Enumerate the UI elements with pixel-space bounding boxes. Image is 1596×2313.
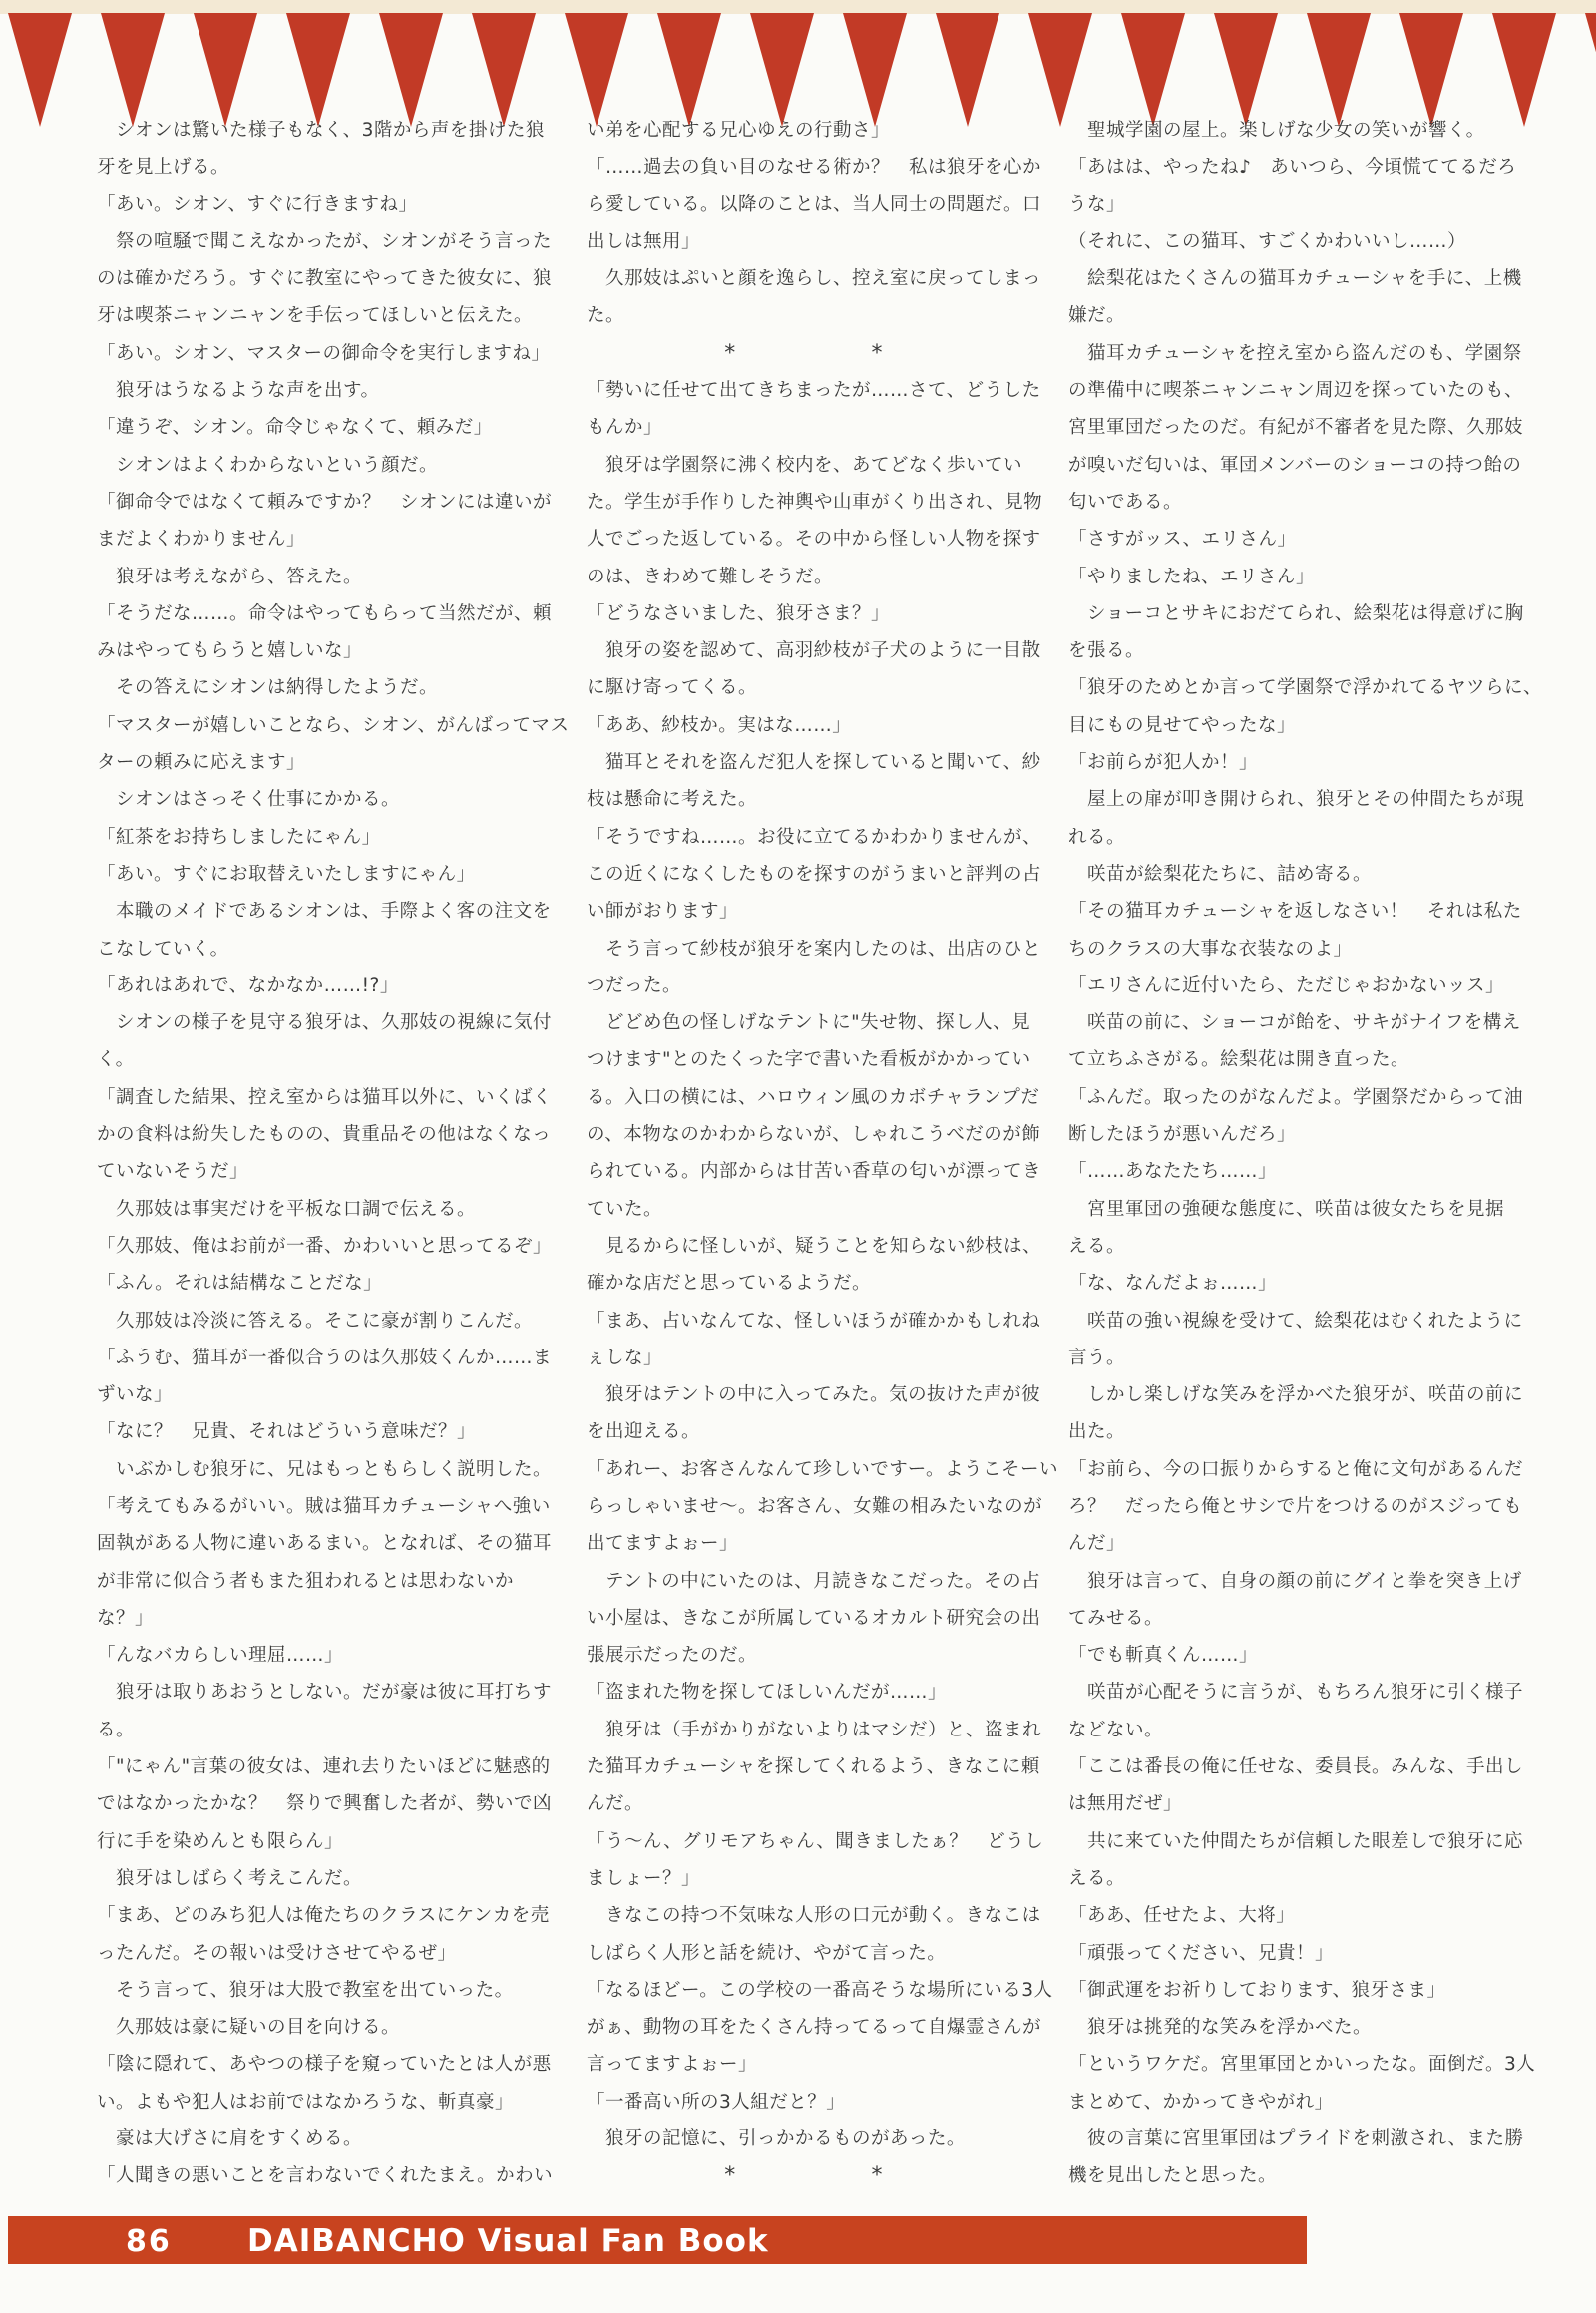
text-line: 狼牙の記憶に、引っかかるものがあった。 <box>587 2128 966 2150</box>
pennant-icon <box>101 13 165 127</box>
text-line: 「まあ、占いなんてな、怪しいほうが確かかもしれね <box>587 1310 1041 1332</box>
text-line: 「盗まれた物を探してほしいんだが……」 <box>587 1682 948 1704</box>
text-line: い師がおります」 <box>587 901 739 923</box>
text-line: 狼牙は取りあおうとしない。だが豪は彼に耳打ちす <box>97 1682 553 1704</box>
scene-separator <box>587 335 1031 372</box>
text-line: ろ？ だったら俺とサシで片をつけるのがスジっても <box>1068 1495 1523 1517</box>
text-line: 「違うぞ、シオン。命令じゃなくて、頼みだ」 <box>97 417 493 439</box>
text-line: 祭の喧騒で聞こえなかったが、シオンがそう言った <box>97 230 553 252</box>
text-line: 「ここは番長の俺に任せな、委員長。みんな、手出し <box>1068 1756 1524 1778</box>
text-line: 「ふうむ、猫耳が一番似合うのは久那妓くんか……ま <box>97 1347 553 1368</box>
text-line: 「あはは、やったね♪ あいつら、今頃慌ててるだろ <box>1068 157 1517 179</box>
text-line: シオンはさっそく仕事にかかる。 <box>97 789 401 811</box>
text-line: く。 <box>97 1049 135 1071</box>
asterisk-separator-glyph: * <box>724 2163 736 2189</box>
text-line: 猫耳とそれを盗んだ犯人を探していると聞いて、紗 <box>587 752 1041 774</box>
text-line: 人でごった返している。その中から怪しい人物を探す <box>587 529 1041 551</box>
text-column <box>1068 112 1543 2195</box>
text-line: ぇしな」 <box>587 1347 663 1368</box>
text-line: 「そうですね……。お役に立てるかわかりませんが、 <box>587 826 1042 848</box>
pennant-icon <box>1399 13 1463 127</box>
text-line: 「その猫耳カチューシャを返しなさい！ それは私た <box>1068 901 1522 923</box>
text-line: 狼牙は学園祭に沸く校内を、あてどなく歩いてい <box>587 454 1023 476</box>
text-line: シオンはよくわからないという顔だ。 <box>97 454 439 476</box>
text-line: シオンは驚いた様子もなく、3階から声を掛けた狼 <box>97 120 545 141</box>
text-line: 断したほうが悪いんだろ」 <box>1068 1124 1297 1146</box>
text-line: ずいな」 <box>97 1384 174 1406</box>
text-line: 狼牙は言って、自身の顔の前にグイと拳を突き上げ <box>1068 1570 1522 1592</box>
text-line: 「さすがッス、エリさん」 <box>1068 529 1297 551</box>
text-line: 「ふんだ。取ったのがなんだよ。学園祭だからって油 <box>1068 1086 1524 1108</box>
text-line: える。 <box>1068 1235 1126 1257</box>
text-line: える。 <box>1068 1867 1126 1889</box>
text-column <box>97 112 570 2195</box>
text-line: 「紅茶をお持ちしましたにゃん」 <box>97 826 381 848</box>
text-line: 行に手を染めんとも限らん」 <box>97 1830 344 1852</box>
text-line: こなしていく。 <box>97 938 229 960</box>
text-line: うな」 <box>1068 193 1126 215</box>
text-line: まだよくわかりません」 <box>97 529 306 551</box>
text-line: ターの頼みに応えます」 <box>97 752 306 774</box>
text-line: 「あい。シオン、すぐに行きますね」 <box>97 193 418 215</box>
text-line: 見るからに怪しいが、疑うことを知らない紗枝は、 <box>587 1235 1042 1257</box>
pennant-icon <box>843 13 907 127</box>
text-line: てみせる。 <box>1068 1607 1164 1629</box>
text-line: 「あれー、お客さんなんて珍しいですー。ようこそーい <box>587 1458 1058 1480</box>
text-line: いぶかしむ狼牙に、兄はもっともらしく説明した。 <box>97 1458 553 1480</box>
text-line: 狼牙は考えながら、答えた。 <box>97 566 363 587</box>
text-line: は無用だぜ」 <box>1068 1793 1183 1815</box>
pennant-icon <box>1585 13 1596 127</box>
text-line: い小屋は、きなこが所属しているオカルト研究会の出 <box>587 1607 1041 1629</box>
text-line: きなこの持つ不気味な人形の口元が動く。きなこは <box>587 1905 1041 1927</box>
text-line: 「あれはあれで、なかなか……!?」 <box>97 974 399 996</box>
page-number: 86 <box>126 2224 172 2259</box>
text-line: つけます"とのたくった字で書いた看板がかかってい <box>587 1049 1031 1071</box>
pennant-icon <box>1121 13 1185 127</box>
text-line: 「"にゃん"言葉の彼女は、連れ去りたいほどに魅惑的 <box>97 1756 551 1778</box>
text-line: （それに、この猫耳、すごくかわいいし……） <box>1068 230 1467 252</box>
text-line: 彼の言葉に宮里軍団はプライドを刺激され、また勝 <box>1068 2128 1524 2150</box>
text-line: 咲苗が絵梨花たちに、詰め寄る。 <box>1068 863 1373 885</box>
text-line: 出しは無用」 <box>587 230 701 252</box>
text-line: 久那妓は豪に疑いの目を向ける。 <box>97 2017 401 2039</box>
pennant-icon <box>657 13 721 127</box>
text-line: に駆け寄ってくる。 <box>587 677 758 699</box>
text-line: 共に来ていた仲間たちが信頼した眼差しで狼牙に応 <box>1068 1830 1524 1852</box>
book-title: DAIBANCHO Visual Fan Book <box>247 2223 769 2259</box>
text-line: 「一番高い所の3人組だと？」 <box>587 2091 846 2113</box>
footer-bar <box>8 2216 1307 2264</box>
text-line: 屋上の扉が叩き開けられ、狼牙とその仲間たちが現 <box>1068 789 1525 811</box>
text-line: ちのクラスの大事な衣装なのよ」 <box>1068 938 1353 960</box>
text-line: 「狼牙のためとか言って学園祭で浮かれてるヤツらに、 <box>1068 677 1543 699</box>
text-line: れる。 <box>1068 826 1126 848</box>
text-line: 久那妓は事実だけを平板な口調で伝える。 <box>97 1198 477 1220</box>
text-line: る。入口の横には、ハロウィン風のカボチャランプだ <box>587 1086 1040 1108</box>
asterisk-separator-glyph: * <box>724 340 736 366</box>
text-line: かの食料は紛失したものの、貴重品その他はなくなっ <box>97 1124 552 1146</box>
text-line: を張る。 <box>1068 640 1145 662</box>
text-line: 咲苗の強い視線を受けて、絵梨花はむくれたように <box>1068 1310 1523 1332</box>
text-line: 狼牙はうなるような声を出す。 <box>97 380 380 402</box>
text-line: 「なに？ 兄貴、それはどういう意味だ？」 <box>97 1421 477 1443</box>
text-line: 「……あなたたち……」 <box>1068 1161 1278 1183</box>
text-line: 「ふん。それは結構なことだな」 <box>97 1273 383 1295</box>
text-line: 「人聞きの悪いことを言わないでくれたまえ。かわい <box>97 2165 554 2187</box>
text-line: られている。内部からは甘苦い香草の匂いが漂ってき <box>587 1161 1042 1183</box>
text-column <box>587 112 1058 2195</box>
pennant-icon <box>1214 13 1278 127</box>
text-line: 「御命令ではなくて頼みですか？ シオンには違いが <box>97 491 553 513</box>
text-line: 機を見出したと思った。 <box>1068 2165 1278 2187</box>
scene-separator <box>587 2157 1031 2194</box>
text-line: 咲苗の前に、ショーコが飴を、サキがナイフを構え <box>1068 1012 1521 1034</box>
text-line: のは確かだろう。すぐに教室にやってきた彼女に、狼 <box>97 268 553 290</box>
text-line: ていた。 <box>587 1198 663 1220</box>
text-line: 牙を見上げる。 <box>97 157 230 179</box>
text-line: の、本物なのかわからないが、しゃれこうべだのが飾 <box>587 1124 1041 1146</box>
text-line: い。よもや犯人はお前ではなかろうな、斬真豪」 <box>97 2091 515 2113</box>
text-line: 出てますよぉー」 <box>587 1533 739 1555</box>
text-line: な？」 <box>97 1607 155 1629</box>
text-line: どどめ色の怪しげなテントに"失せ物、探し人、見 <box>587 1012 1031 1034</box>
text-line: 「久那妓、俺はお前が一番、かわいいと思ってるぞ」 <box>97 1235 553 1257</box>
text-line: 絵梨花はたくさんの猫耳カチューシャを手に、上機 <box>1068 268 1522 290</box>
text-line: 「陰に隠れて、あやつの様子を窺っていたとは人が悪 <box>97 2054 552 2076</box>
text-line: などない。 <box>1068 1719 1164 1740</box>
pennant-icon <box>750 13 814 127</box>
text-line: 「んなバカらしい理屈……」 <box>97 1645 344 1667</box>
text-line: 本職のメイドであるシオンは、手際よく客の注文を <box>97 901 552 923</box>
text-line: た。 <box>587 305 625 327</box>
text-line: 猫耳カチューシャを控え室から盗んだのも、学園祭 <box>1068 342 1522 364</box>
text-line: 出た。 <box>1068 1421 1126 1443</box>
pennant-icon <box>472 13 536 127</box>
text-line: 「勢いに任せて出てきちまったが……さて、どうした <box>587 380 1041 402</box>
text-line: 狼牙は挑発的な笑みを浮かべた。 <box>1068 2017 1373 2039</box>
asterisk-separator-glyph: * <box>871 340 883 366</box>
text-line: ましょー？」 <box>587 1867 701 1889</box>
text-line: 「やりましたね、エリさん」 <box>1068 566 1316 587</box>
pennant-icon <box>565 13 628 127</box>
text-line: 「お前らが犯人か！」 <box>1068 752 1259 774</box>
text-line: 狼牙はしばらく考えこんだ。 <box>97 1867 363 1889</box>
text-line: 確かな店だと思っているようだ。 <box>587 1273 872 1295</box>
text-line: 久那妓は冷淡に答える。そこに豪が割りこんだ。 <box>97 1310 534 1332</box>
pennant-icon <box>194 13 257 127</box>
text-line: この近くになくしたものを探すのがうまいと評判の占 <box>587 863 1042 885</box>
text-line: のは、きわめて難しそうだ。 <box>587 566 834 587</box>
text-line: 「あい。シオン、マスターの御命令を実行しますね」 <box>97 342 551 364</box>
text-line: んだ」 <box>1068 1533 1126 1555</box>
text-line: 牙は喫茶ニャンニャンを手伝ってほしいと伝えた。 <box>97 305 534 327</box>
text-line: が嗅いだ匂いは、軍団メンバーのショーコの持つ飴の <box>1068 454 1522 476</box>
text-line: 「どうなさいました、狼牙さま？」 <box>587 602 891 624</box>
text-line: が非常に似合う者もまた狙われるとは思わないか <box>97 1570 515 1592</box>
text-line: そう言って、狼牙は大股で教室を出ていった。 <box>97 1979 514 2001</box>
text-line: ショーコとサキにおだてられ、絵梨花は得意げに胸 <box>1068 602 1524 624</box>
text-line: もんか」 <box>587 417 663 439</box>
text-line: 聖城学園の屋上。楽しげな少女の笑いが響く。 <box>1068 120 1485 141</box>
text-line: 固執がある人物に違いあるまい。となれば、その猫耳 <box>97 1533 553 1555</box>
text-line: 「というワケだ。宮里軍団とかいったな。面倒だ。3人 <box>1068 2054 1536 2076</box>
text-line: しばらく人形と話を続け、やがて言った。 <box>587 1942 947 1964</box>
text-line: 「まあ、どのみち犯人は俺たちのクラスにケンカを売 <box>97 1905 550 1927</box>
pennant-icon <box>286 13 350 127</box>
text-line: らっしゃいませ〜。お客さん、女難の相みたいなのが <box>587 1495 1043 1517</box>
text-line: 「調査した結果、控え室からは猫耳以外に、いくばく <box>97 1086 553 1108</box>
text-line: がぁ、動物の耳をたくさん持ってるって自爆霊さんが <box>587 2017 1042 2039</box>
text-line: 嫌だ。 <box>1068 305 1126 327</box>
text-line: その答えにシオンは納得したようだ。 <box>97 677 439 699</box>
text-line: 久那妓はぷいと顔を逸らし、控え室に戻ってしまっ <box>587 268 1042 290</box>
text-line: 宮里軍団の強硬な態度に、咲苗は彼女たちを見据 <box>1068 1198 1505 1220</box>
text-line: 「でも斬真くん……」 <box>1068 1645 1259 1667</box>
pennant-icon <box>379 13 443 127</box>
text-line: 「あい。すぐにお取替えいたしますにゃん」 <box>97 863 476 885</box>
text-line: 「御武運をお祈りしております、狼牙さま」 <box>1068 1979 1446 2001</box>
text-line: た猫耳カチューシャを探してくれるよう、きなこに頼 <box>587 1756 1040 1778</box>
text-line: て立ちふさがる。絵梨花は開き直った。 <box>1068 1049 1410 1071</box>
pennant-icon <box>1028 13 1092 127</box>
text-line: 「お前ら、今の口振りからすると俺に文句があるんだ <box>1068 1458 1524 1480</box>
text-line: る。 <box>97 1719 136 1740</box>
pennant-icon <box>936 13 999 127</box>
pennant-icon <box>1492 13 1556 127</box>
text-line: 言う。 <box>1068 1347 1126 1368</box>
text-line: そう言って紗枝が狼牙を案内したのは、出店のひと <box>587 938 1042 960</box>
text-line: みはやってもらうと嬉しいな」 <box>97 640 363 662</box>
text-line: い弟を心配する兄心ゆえの行動さ」 <box>587 120 891 141</box>
page-edge-strip <box>0 0 1596 14</box>
text-line: 「そうだな……。命令はやってもらって当然だが、頼 <box>97 602 553 624</box>
text-line: を出迎える。 <box>587 1421 701 1443</box>
text-line: ではなかったかな？ 祭りで興奮した者が、勢いで凶 <box>97 1793 553 1815</box>
text-line: 「……過去の負い目のなせる術か？ 私は狼牙を心か <box>587 157 1042 179</box>
text-line: しかし楽しげな笑みを浮かべた狼牙が、咲苗の前に <box>1068 1384 1524 1406</box>
text-line: 言ってますよぉー」 <box>587 2054 758 2076</box>
text-line: 「マスターが嬉しいことなら、シオン、がんばってマス <box>97 714 570 736</box>
text-line: ら愛している。以降のことは、当人同士の問題だ。口 <box>587 193 1042 215</box>
text-line: 目にもの見せてやったな」 <box>1068 714 1297 736</box>
text-line: ったんだ。その報いは受けさせてやるぜ」 <box>97 1942 457 1964</box>
text-line: 咲苗が心配そうに言うが、もちろん狼牙に引く様子 <box>1068 1682 1524 1704</box>
text-line: 狼牙の姿を認めて、高羽紗枝が子犬のように一目散 <box>587 640 1041 662</box>
text-line: 狼牙はテントの中に入ってみた。気の抜けた声が彼 <box>587 1384 1041 1406</box>
text-line: シオンの様子を見守る狼牙は、久那妓の視線に気付 <box>97 1012 553 1034</box>
text-line: 豪は大げさに肩をすくめる。 <box>97 2128 363 2150</box>
text-line: 宮里軍団だったのだ。有紀が不審者を見た際、久那妓 <box>1068 417 1524 439</box>
text-line: 「頑張ってください、兄貴！」 <box>1068 1942 1335 1964</box>
text-line: 「なるほどー。この学校の一番高そうな場所にいる3人 <box>587 1979 1053 2001</box>
pennant-icon <box>1307 13 1371 127</box>
text-line: まとめて、かかってきやがれ」 <box>1068 2091 1334 2113</box>
text-line: 「な、なんだよぉ……」 <box>1068 1273 1278 1295</box>
text-line: つだった。 <box>587 974 682 996</box>
pennant-icon <box>8 13 72 127</box>
text-line: た。学生が手作りした神輿や山車がくり出され、見物 <box>587 491 1043 513</box>
asterisk-separator-glyph: * <box>871 2163 883 2189</box>
text-line: テントの中にいたのは、月読きなこだった。その占 <box>587 1570 1041 1592</box>
text-line: 「う〜ん、グリモアちゃん、聞きましたぁ？ どうし <box>587 1830 1044 1852</box>
text-line: の準備中に喫茶ニャンニャン周辺を探っていたのも、 <box>1068 380 1524 402</box>
text-line: 枝は懸命に考えた。 <box>587 789 758 811</box>
text-line: 狼牙は（手がかりがないよりはマシだ）と、盗まれ <box>587 1719 1042 1740</box>
text-line: 匂いである。 <box>1068 491 1183 513</box>
text-line: ていないそうだ」 <box>97 1161 249 1183</box>
text-line: 「考えてもみるがいい。賊は猫耳カチューシャへ強い <box>97 1495 551 1517</box>
text-line: んだ。 <box>587 1793 644 1815</box>
text-line: 張展示だったのだ。 <box>587 1645 758 1667</box>
text-line: 「エリさんに近付いたら、ただじゃおかないッス」 <box>1068 974 1505 996</box>
text-line: 「ああ、紗枝か。実はな……」 <box>587 714 852 736</box>
text-line: 「ああ、任せたよ、大将」 <box>1068 1905 1296 1927</box>
